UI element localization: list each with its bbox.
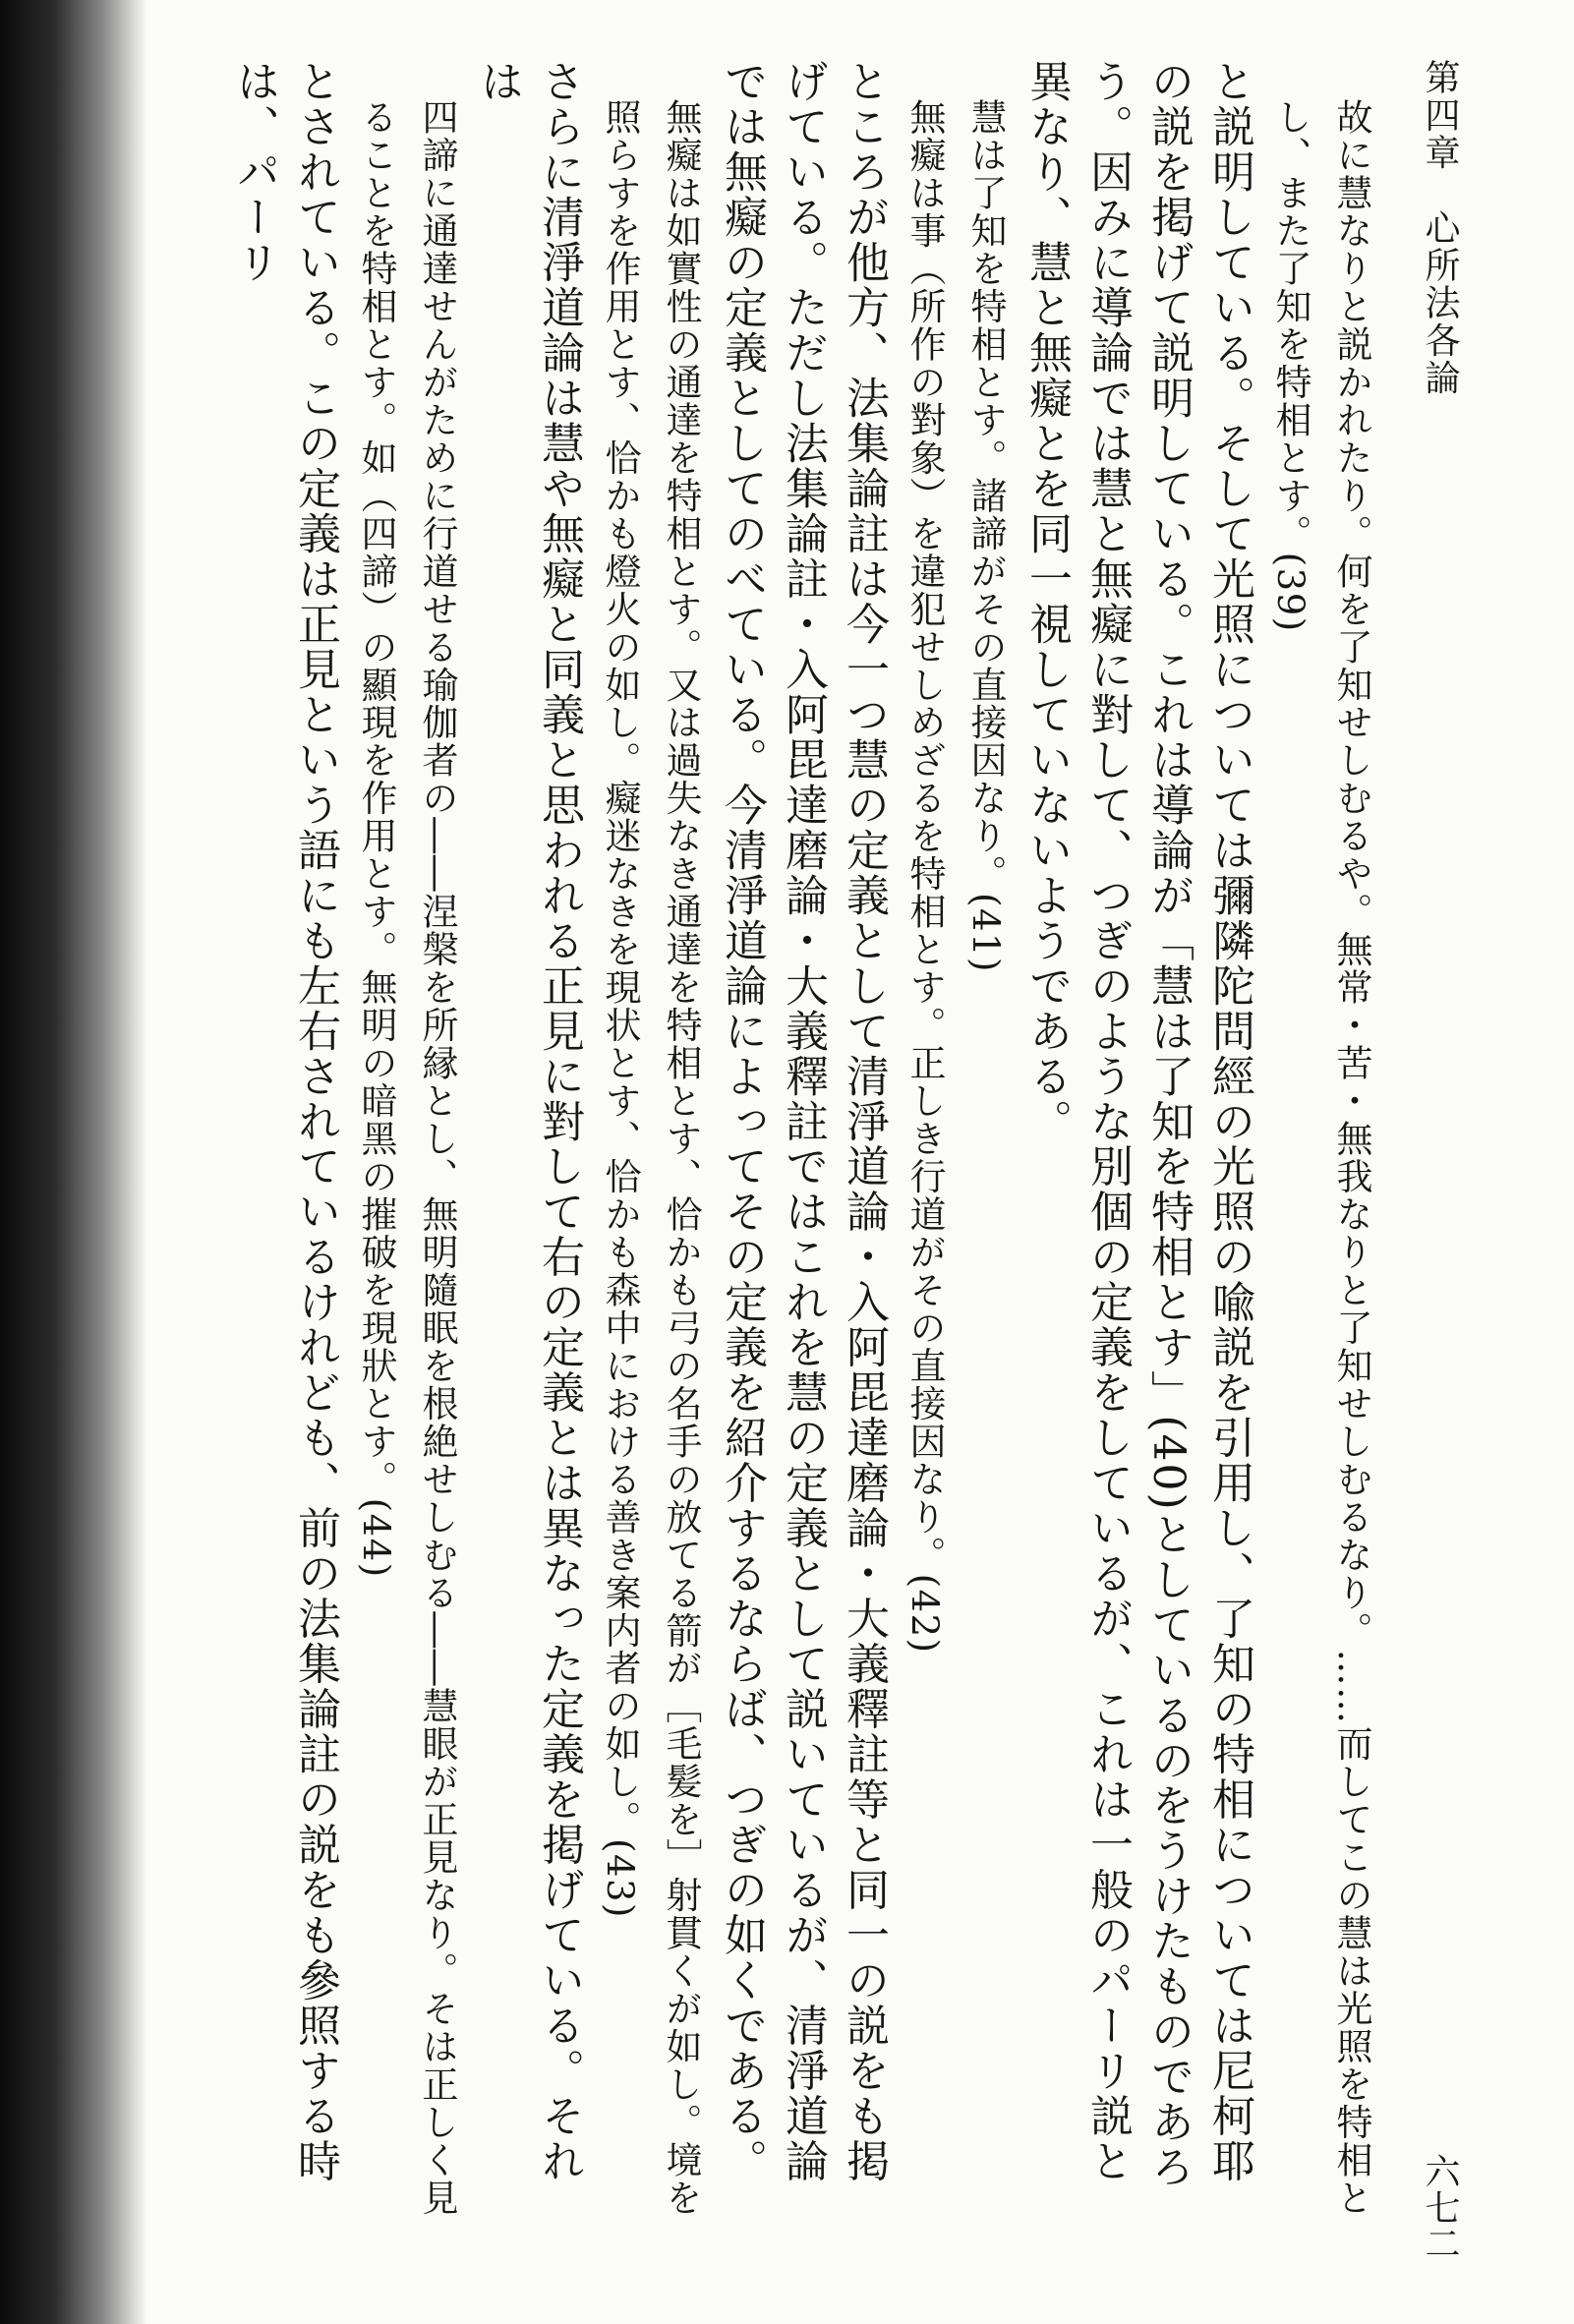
quote-block: 慧は了知を特相とす。諸諦がその直接因なり。(41) xyxy=(964,98,1007,973)
vertical-text-body xyxy=(172,59,1381,2222)
quote-block: 故に慧なりと説かれたり。何を了知せしむるや。無常・苦・無我なりと了知せしむるなり。……而してこの慧は光照を特相とし、また了知を特相とす。(39) xyxy=(1269,98,1372,2217)
scan-shadow xyxy=(0,0,147,2324)
page-number: 六七二 xyxy=(1420,2152,1460,2261)
body-paragraph: とされている。この定義は正見という語にも左右されているけれども、前の法集論註の説をも參照する時は、パーリ xyxy=(229,59,340,2184)
body-paragraph: さらに清淨道論は慧や無癡と同義と思われる正見に對して右の定義とは異なった定義を掲げている。それは xyxy=(473,59,584,2184)
running-header xyxy=(1406,59,1465,2261)
quote-block: 無癡は事（所作の對象）を違犯せしめざるを特相とす。正しき行道がその直接因なり。(42) xyxy=(904,98,946,1655)
body-paragraph: ところが他方、法集論註は今一つ慧の定義として清淨道論・入阿毘達磨論・大義釋註等と同一の説をも掲げている。ただし法集論註・入阿毘達磨論・大義釋註ではこれを慧の定義として説いているが、清淨道論では無癡の定義としてのべている。今清淨道論によってその定義を紹介するならば、つぎの如くである。 xyxy=(717,59,889,2184)
quote-block: 無癡は如實性の通達を特相とす。又は過失なき通達を特相とす、恰かも弓の名手の放てる箭が［毛髪を］射貫くが如し。境を照らすを作用とす、恰かも燈火の如し。癡迷なきを現状とす、恰かも森中における善き案内者の如し。(43) xyxy=(599,98,702,2217)
book-page xyxy=(162,59,1519,2281)
body-paragraph: と説明している。そして光照については彌隣陀問經の光照の喩説を引用し、了知の特相については尼柯耶の説を掲げて説明している。これは導論が「慧は了知を特相とす」(40)としているのをうけたものであろう。因みに導論では慧と無癡に對して、つぎのような別個の定義をしているが、これは一般のパーリ説と異なり、慧と無癡とを同一視していないようである。 xyxy=(1021,59,1254,2190)
chapter-title: 第四章 心所法各論 xyxy=(1420,59,1460,397)
quote-block: 四諦に通達せんがために行道せる瑜伽者の――涅槃を所縁とし、無明隨眠を根絶せしむる――慧眼が正見なり。そは正しく見ることを特相とす。如（四諦）の顯現を作用とす。無明の暗黑の摧破を現狀とす。(44) xyxy=(355,98,458,2217)
